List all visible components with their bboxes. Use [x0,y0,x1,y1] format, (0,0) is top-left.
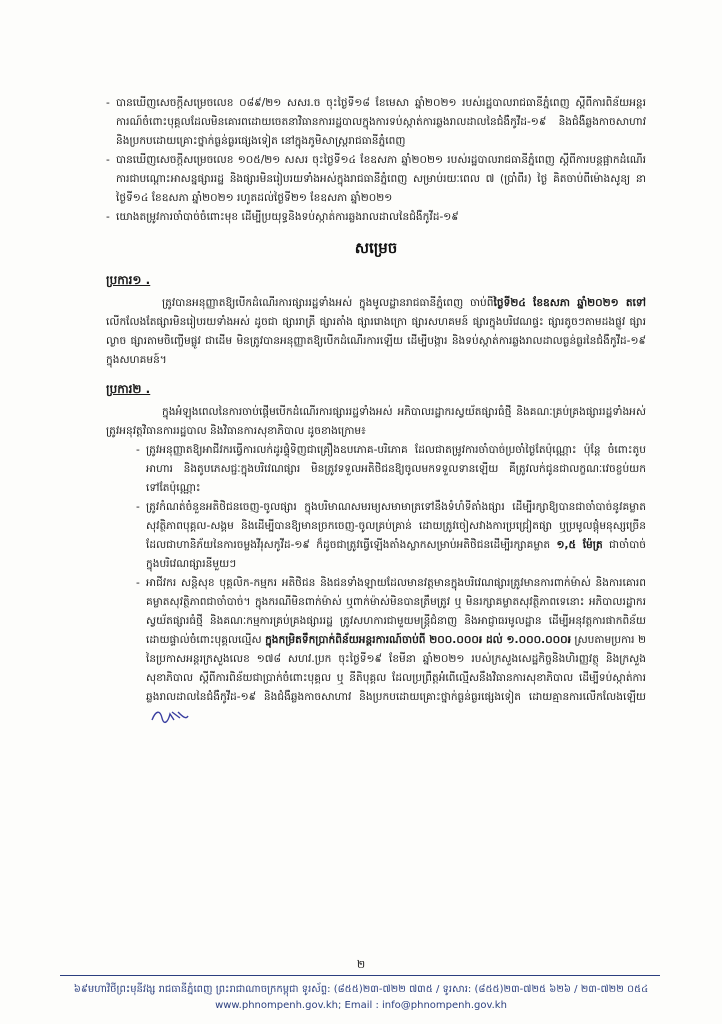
article-2 [106,378,646,726]
decision-title: សម្រេច [354,239,398,257]
article-1-text-part2: លើកលែងតែផ្សារមិនរៀបរយទាំងអស់ ដូចជា ផ្សាររាត្រី ផ្សារតាំង ផ្សាររោងក្រោ ផ្សារសហគមន៍ ផ្សារក្នុងបរិវេណផ្ទះ ផ្សារតូចៗតាមដងផ្លូវ ផ្សារល្ងាច ផ្សារតាមចិញ្ចើមផ្លូវ ជាដើម មិនត្រូវបានអនុញ្ញាតឱ្យបើកដំណើរការឡើយ ដើម្បីបង្ការ និងទប់ស្កាត់ការឆ្លងរាលដាលធ្ងន់ធ្ងរនៃជំងឺកូវីដ-១៩ ក្នុងសហគមន៍។ [106,316,646,366]
article-1-text [106,294,646,370]
footer-divider [60,975,660,976]
footer-contact: www.phnompenh.gov.kh; Email : info@phnompenh.gov.kh [215,1000,507,1011]
preamble-item-1: - បានឃើញសេចក្តីសម្រេចលេខ ០៨៩/២១ សសរ.ច ចុះថ្ងៃទី១៨ ខែមេសា ឆ្នាំ២០២១ របស់រដ្ឋបាលរាជធានីភ្នំពេញ ស្តីពីការពិន័យអន្តរការណ៍ចំពោះបុគ្គលដែលមិនគោរពដោយចេតនាវិធានការរដ្ឋបាលក្នុងការទប់ស្កាត់ការឆ្លងរាលដាលនៃជំងឺកូវីដ-១៩ និងជំងឺឆ្លងកាចសាហាវ និងប្រកបដោយគ្រោះថ្នាក់ធ្ងន់ធ្ងរផ្សេងទៀត នៅក្នុងភូមិសាស្ត្ររាជធានីភ្នំពេញ [106,94,646,151]
article-2-item-3-fine: ក្នុងកម្រិតទឹកប្រាក់ពិន័យអន្តរការណ៍ចាប់ពី ២០០.០០០៛ ដល់ ១.០០០.០០០៛ [265,634,571,646]
article-1-label: ប្រការ១ . [106,273,151,287]
article-2-item-2-distance: ១,៥ ម៉ែត្រ [556,539,603,551]
page-number: ២ [356,958,366,971]
article-2-item-2-part1: ត្រូវកំណត់ចំនួនអតិថិជនចេញ-ចូលផ្សារ ក្នុងបរិមាណសមរម្យសមាមាត្រទៅនឹងទំហំទីតាំងផ្សារ ដើម្បីរក្សាឱ្យបានជាចាំបាច់នូវគម្លាតសុវត្ថិភាពបុគ្គល-សង្គម និងដើម្បីបានឱ្យមានច្រកចេញ-ចូលគ្រប់គ្រាន់ ដោយត្រូវចៀសវាងការប្រជ្រៀតផ្សា ឬប្រមូលផ្តុំមនុស្សច្រើន ដែលជាហានិភ័យនៃការចម្លងវីរុសកូវីដ-១៩ ក៏ដូចជាត្រូវធ្វើឡើងតាំងស្លាកសម្រាប់អតិថិជនដើម្បីរក្សាគម្លាត [146,501,646,551]
preamble-item-3: - យោងតម្រូវការចាំបាច់ចំពោះមុខ ដើម្បីប្រយុទ្ធនិងទប់ស្កាត់ការឆ្លងរាលដាលនៃជំងឺកូវីដ-១៩ [106,208,646,227]
article-2-item-3-part2: ស្របតាមប្រការ ២ នៃប្រកាសអន្តរក្រសួងលេខ ១៧៨ សហវ.ប្រក ចុះថ្ងៃទី១៩ ខែមីនា ឆ្នាំ២០២១ របស់ក្រសួងសេដ្ឋកិច្ចនិងហិរញ្ញវត្ថុ និងក្រសួងសុខាភិបាល ស្តីពីការពិន័យជាប្រាក់ចំពោះបុគ្គល ឬ នីតិបុគ្គល ដែលប្រព្រឹត្តអំពើល្មើសនឹងវិធានការសុខាភិបាល ដើម្បីទប់ស្កាត់ការឆ្លងរាលដាលនៃជំងឺកូវីដ-១៩ និងជំងឺឆ្លងកាចសាហាវ និងប្រកបដោយគ្រោះថ្នាក់ធ្ងន់ធ្ងរផ្សេងទៀត ដោយគ្មានការលើកលែងឡើយ [146,634,646,703]
article-2-list [136,441,646,726]
article-2-item-2-part2: ជាចាំបាច់ក្នុងបរិវេណផ្សារនីមួយៗ [146,539,647,570]
article-2-item-2 [136,498,646,574]
article-2-intro: ក្នុងអំឡុងពេលនៃការចាប់ផ្តើមបើកដំណើរការផ្សាររដ្ឋទាំងអស់ អភិបាលរដ្ឋាករស្វយ័តផ្សារធំថ្មី និងគណៈគ្រប់គ្រងផ្សាររដ្ឋទាំងអស់ ត្រូវអនុវត្តវិធានការរដ្ឋបាល និងវិធានការសុខាភិបាល ដូចខាងក្រោម៖ [106,406,646,437]
article-2-item-3-part1: អាជីវករ សន្តិសុខ បុគ្គលិក-កម្មករ អតិថិជន និងជនទាំងឡាយដែលមានវត្តមានក្នុងបរិវេណផ្សារត្រូវមានការពាក់ម៉ាស់ និងការគោរពគម្លាតសុវត្ថិភាពជាចាំបាច់។ ក្នុងករណីមិនពាក់ម៉ាស់ ឬពាក់ម៉ាស់មិនបានត្រឹមត្រូវ ឬ មិនរក្សាគម្លាតសុវត្ថិភាពទេនោះ អភិបាលរដ្ឋាករស្វយ័តផ្សារធំថ្មី និងគណៈកម្មការគ្រប់គ្រងផ្សាររដ្ឋ ត្រូវសហការជាមួយមន្ត្រីជំនាញ និងអាជ្ញាធរមូលដ្ឋាន ដើម្បីអនុវត្តការផាកពិន័យដោយផ្ទាល់ចំពោះបុគ្គលល្មើស [146,577,646,646]
article-1-date: ថ្ងៃទី២៤ ខែឧសភា ឆ្នាំ២០២១ តទៅ [493,297,646,309]
signature-icon [150,708,190,724]
article-2-item-3 [136,574,646,726]
preamble-item-2: - បានឃើញសេចក្តីសម្រេចលេខ ១០៥/២១ សសរ ចុះថ្ងៃទី១៤ ខែឧសភា ឆ្នាំ២០២១ របស់រដ្ឋបាលរាជធានីភ្នំពេញ ស្តីពីការបន្តផ្អាកដំណើរការជាបណ្តោះអាសន្នផ្សាររដ្ឋ និងផ្សារមិនរៀបរយទាំងអស់ក្នុងរាជធានីភ្នំពេញ សម្រាប់រយៈពេល ៧ (ប្រាំពីរ) ថ្ងៃ គិតចាប់ពីម៉ោងសូន្យ នាថ្ងៃទី១៤ ខែឧសភា ឆ្នាំ២០២១ រហូតដល់ថ្ងៃទី២១ ខែឧសភា ឆ្នាំ២០២១ [106,151,646,208]
article-2-label: ប្រការ២ . [106,382,151,396]
article-2-item-1: - ត្រូវអនុញ្ញាតឱ្យអាជីវករធ្វើការលក់ដូរផ្ទុំទិញជាគ្រឿងឧបភោគ-បរិភោគ ដែលជាតម្រូវការចាំបាច់ប្រចាំថ្ងៃតែប៉ុណ្ណោះ ប៉ុន្តែ ចំពោះតូបអាហារ និងតូបភេសជ្ជៈក្នុងបរិវេណផ្សារ មិនត្រូវទទួលអតិថិជនឱ្យចូលមកទទួលទានឡើយ គឺត្រូវលក់ជូនជាលក្ខណៈវេចខ្ចប់យកទៅតែប៉ុណ្ណោះ [136,441,646,498]
article-1 [106,269,646,370]
article-1-text-part1: ត្រូវបានអនុញ្ញាតឱ្យបើកដំណើរការផ្សាររដ្ឋទាំងអស់ ក្នុងមូលដ្ឋានរាជធានីភ្នំពេញ ចាប់ពី [162,297,494,309]
document-body [106,94,646,726]
preamble-list [106,94,646,227]
footer-address: ៦៩មហាវិថីព្រះមុនីវង្ស រាជធានីភ្នំពេញ ព្រះរាជាណាចក្រកម្ពុជា ទូរស័ព្ទ: (៨៥៥)២៣-៧២២ ៧៣៥ / ទូរសារ: (៨៥៥)២៣-៧២៥ ៦២៦ / ២៣-៧២២ ០៥៤ [73,984,649,995]
